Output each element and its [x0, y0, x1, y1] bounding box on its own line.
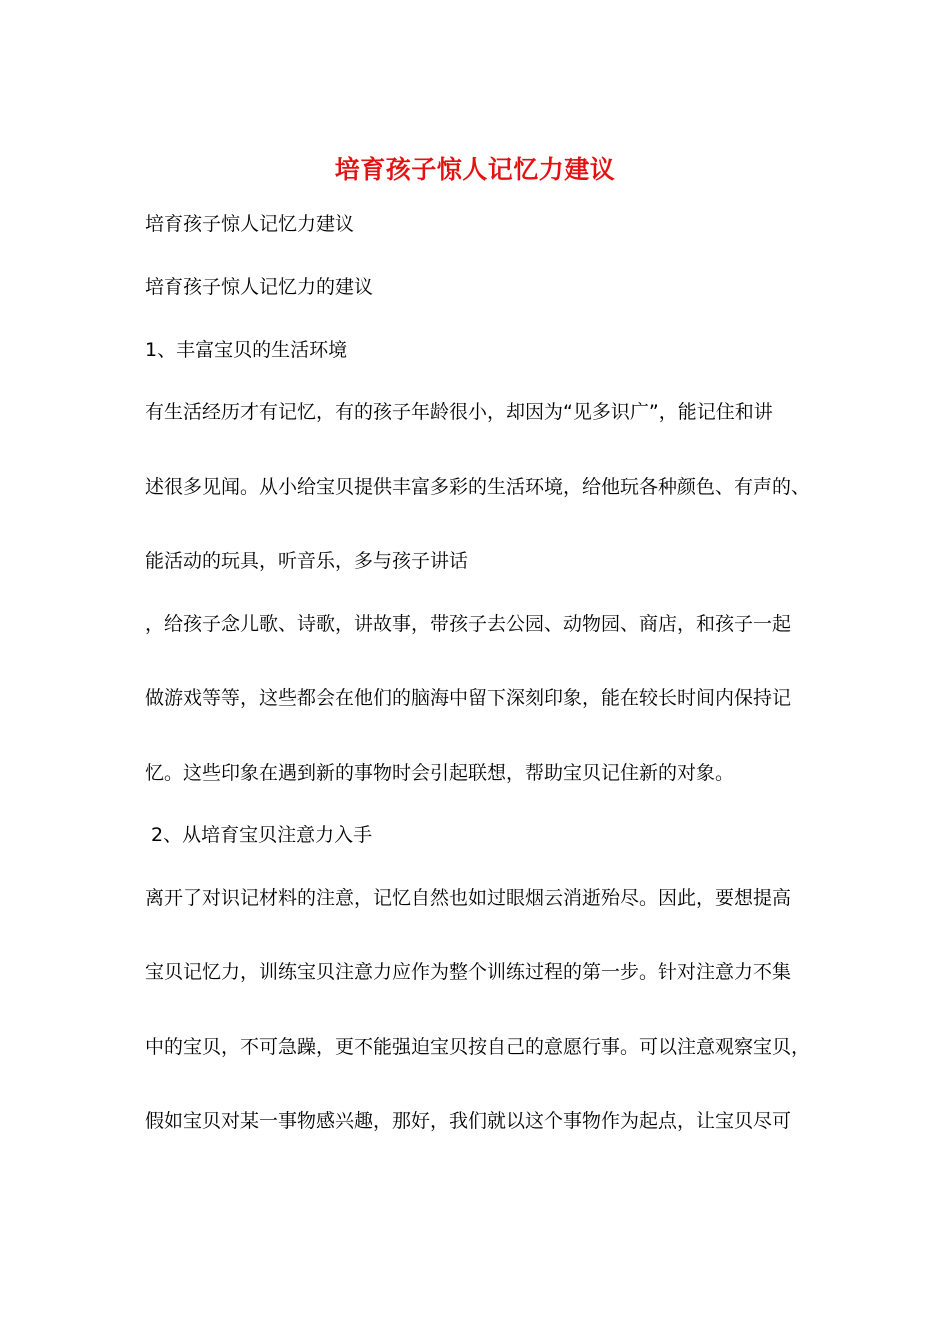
- body-line: 忆。这些印象在遇到新的事物时会引起联想，帮助宝贝记住新的对象。: [145, 762, 735, 784]
- body-line: 离开了对识记材料的注意，记忆自然也如过眼烟云消逝殆尽。因此，要想提高: [145, 887, 792, 909]
- document-title: 培育孩子惊人记忆力建议: [334, 155, 616, 184]
- section-heading-1: 1、丰富宝贝的生活环境: [145, 339, 348, 361]
- body-line: 有生活经历才有记忆，有的孩子年龄很小，却因为“见多识广”，能记住和讲: [145, 401, 773, 423]
- body-line: 能活动的玩具，听音乐，多与孩子讲话: [145, 550, 469, 572]
- heading-line: 培育孩子惊人记忆力的建议: [145, 276, 374, 298]
- subtitle-line: 培育孩子惊人记忆力建议: [145, 213, 355, 235]
- body-line: 做游戏等等，这些都会在他们的脑海中留下深刻印象，能在较长时间内保持记: [145, 687, 792, 709]
- body-line: 中的宝贝，不可急躁，更不能强迫宝贝按自己的意愿行事。可以注意观察宝贝，: [145, 1036, 811, 1058]
- body-line: ，给孩子念儿歌、诗歌，讲故事，带孩子去公园、动物园、商店，和孩子一起: [145, 613, 792, 635]
- body-line: 宝贝记忆力，训练宝贝注意力应作为整个训练过程的第一步。针对注意力不集: [145, 961, 792, 983]
- body-line: 述很多见闻。从小给宝贝提供丰富多彩的生活环境，给他玩各种颜色、有声的、: [145, 476, 811, 498]
- body-line: 假如宝贝对某一事物感兴趣，那好，我们就以这个事物作为起点，让宝贝尽可: [145, 1110, 792, 1132]
- section-heading-2: 2、从培育宝贝注意力入手: [145, 824, 373, 846]
